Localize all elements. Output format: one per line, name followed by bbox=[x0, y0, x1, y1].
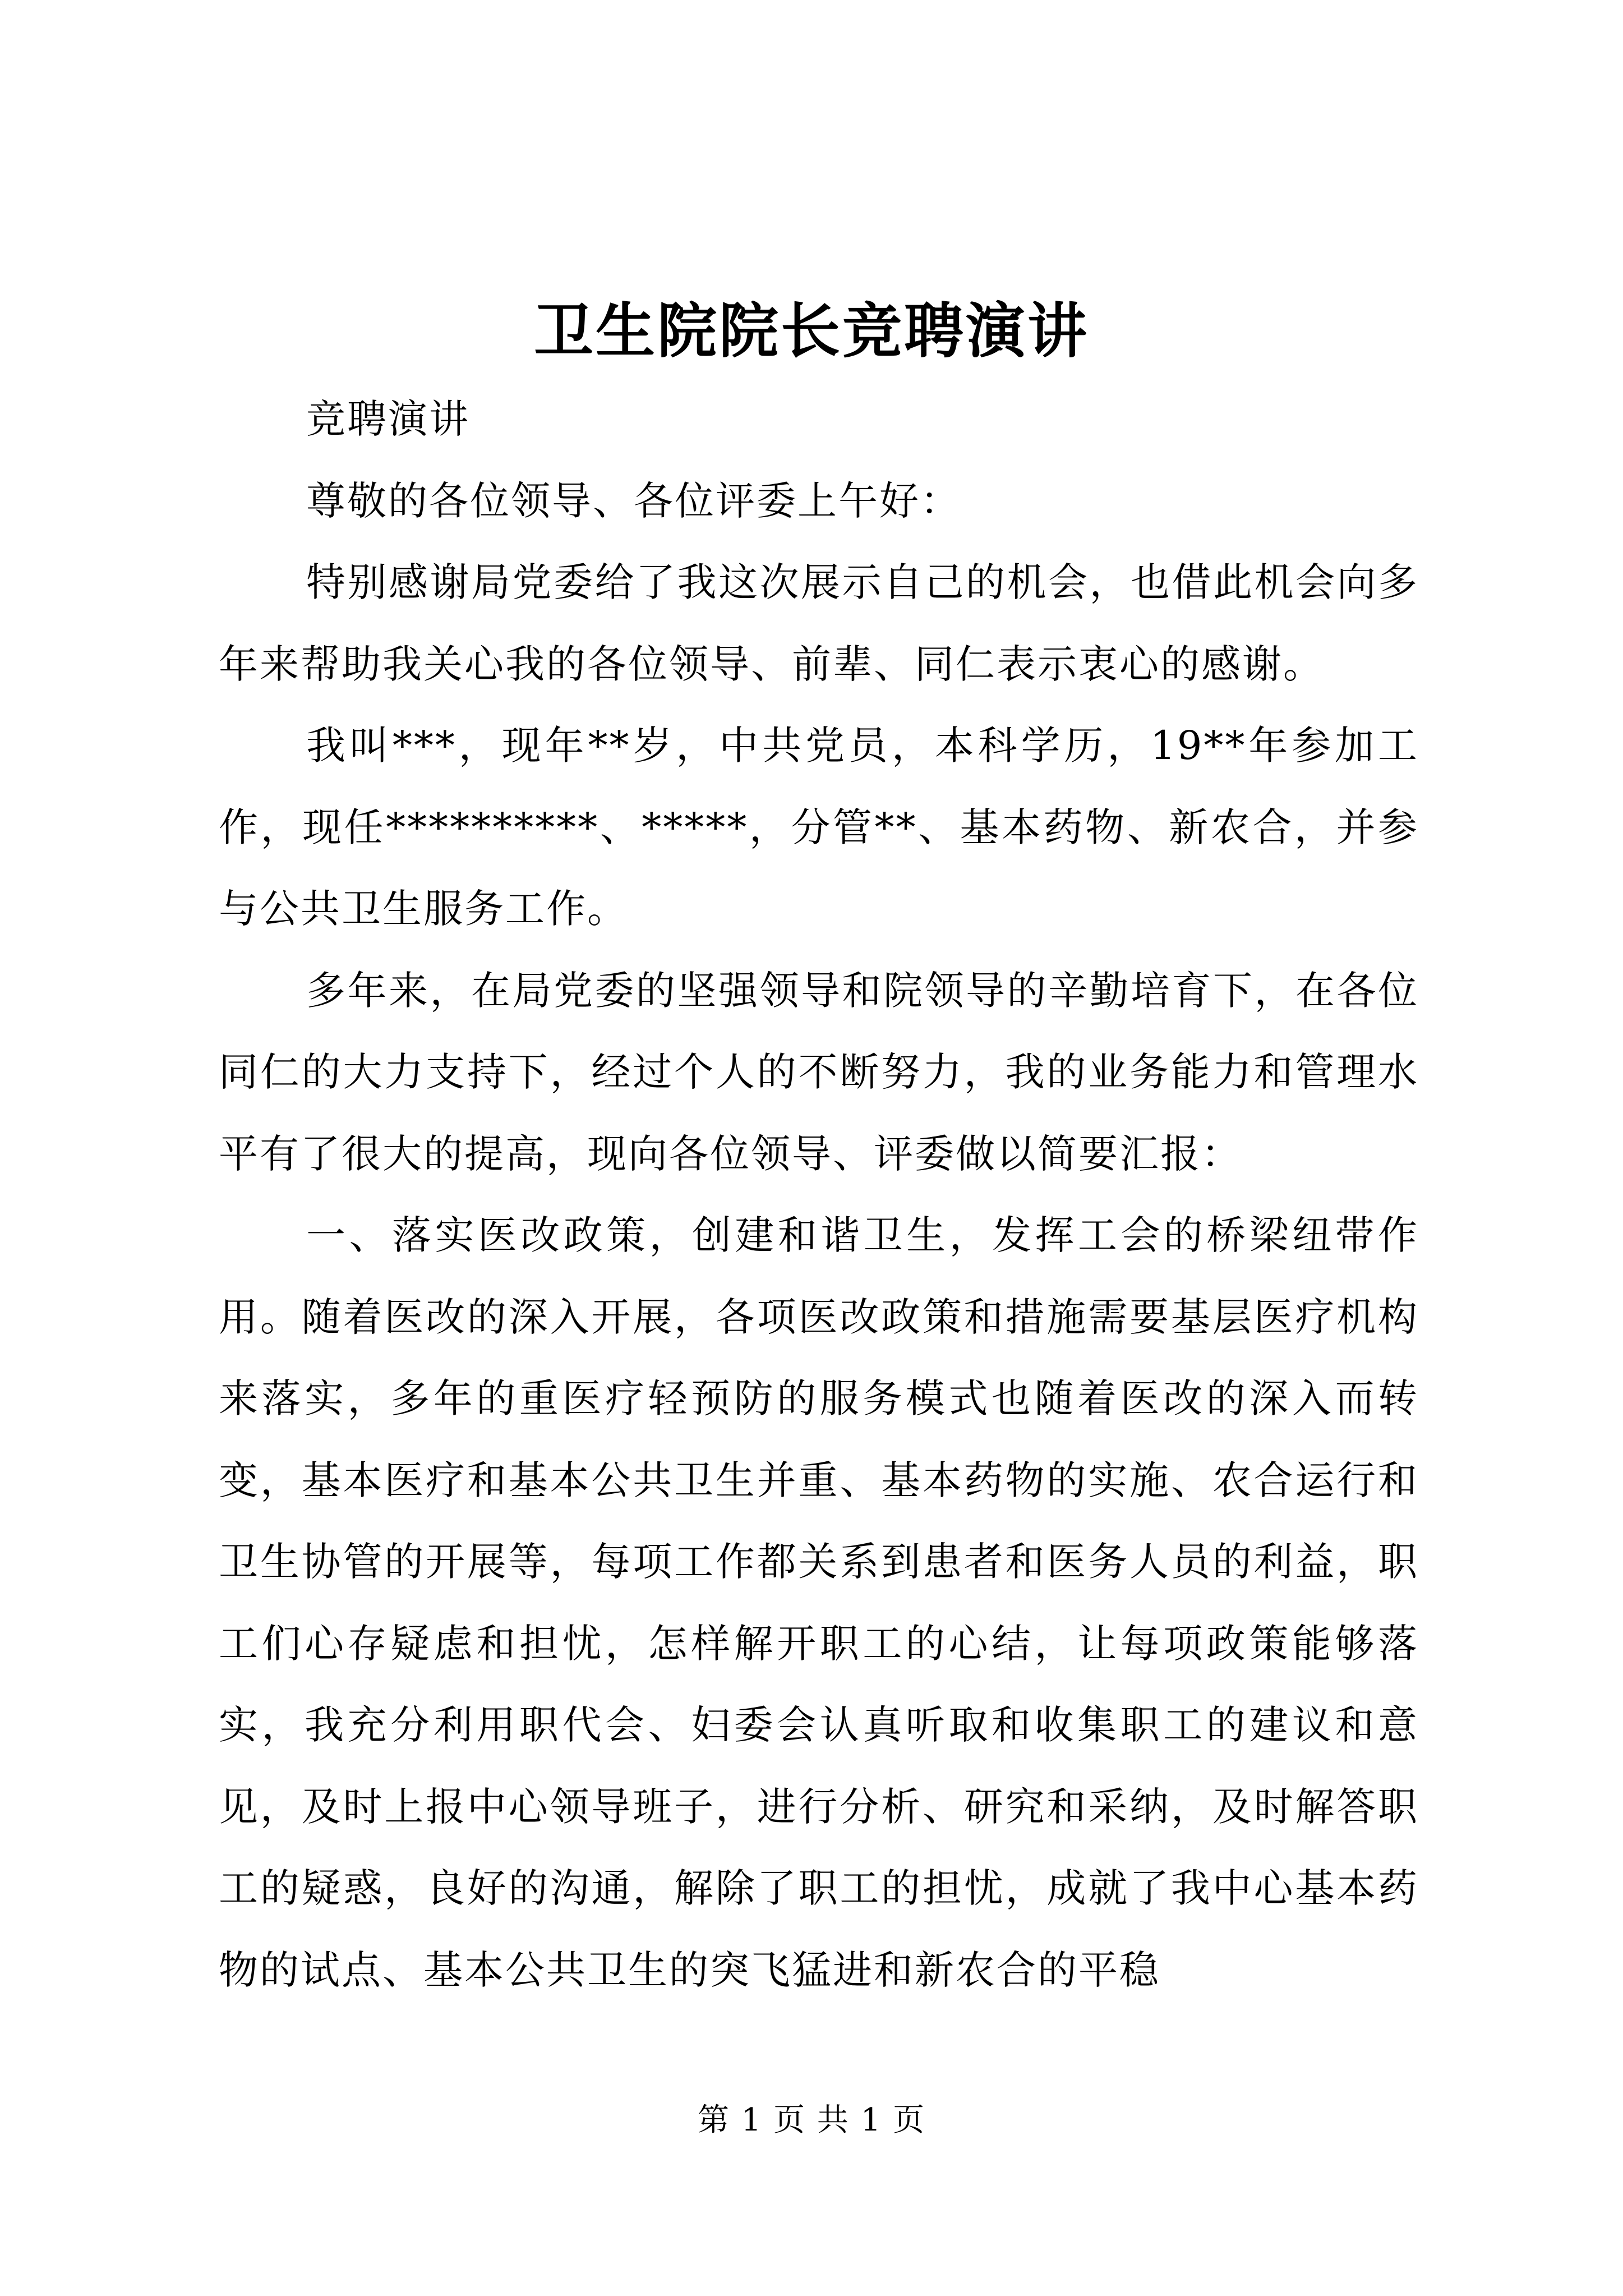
paragraph-subtitle: 竞聘演讲 bbox=[306, 396, 470, 442]
paragraph-self-introduction: 我叫***，现年**岁，中共党员，本科学历，19**年参加工作，现任**********、*****，分管**、基本药物、新农合，并参与公共卫生服务工作。 bbox=[219, 723, 1419, 932]
paragraph-section-one: 一、落实医改政策，创建和谐卫生，发挥工会的桥梁纽带作用。随着医改的深入开展，各项医改政策和措施需要基层医疗机构来落实，多年的重医疗轻预防的服务模式也随着医改的深入而转变，基本医疗和基本公共卫生并重、基本药物的实施、农合运行和卫生协管的开展等，每项工作都关系到患者和医务人员的利益，职工们心存疑虑和担忧，怎样解开职工的心结，让每项政策能够落实，我充分利用职代会、妇委会认真听取和收集职工的建议和意见，及时上报中心领导班子，进行分析、研究和采纳，及时解答职工的疑惑，良好的沟通，解除了职工的担忧，成就了我中心基本药物的试点、基本公共卫生的突飞猛进和新农合的平稳 bbox=[219, 1212, 1419, 1993]
page-number-footer: 第 1 页 共 1 页 bbox=[697, 2102, 926, 2138]
paragraph-thanks: 特别感谢局党委给了我这次展示自己的机会，也借此机会向多年来帮助我关心我的各位领导、前辈、同仁表示衷心的感谢。 bbox=[219, 559, 1419, 687]
paragraph-greeting: 尊敬的各位领导、各位评委上午好： bbox=[306, 477, 961, 524]
paragraph-development: 多年来，在局党委的坚强领导和院领导的辛勤培育下，在各位同仁的大力支持下，经过个人的不断努力，我的业务能力和管理水平有了很大的提高，现向各位领导、评委做以简要汇报： bbox=[219, 967, 1419, 1177]
document-body bbox=[219, 379, 1419, 2011]
document-title: 卫生院院长竞聘演讲 bbox=[534, 296, 1089, 366]
